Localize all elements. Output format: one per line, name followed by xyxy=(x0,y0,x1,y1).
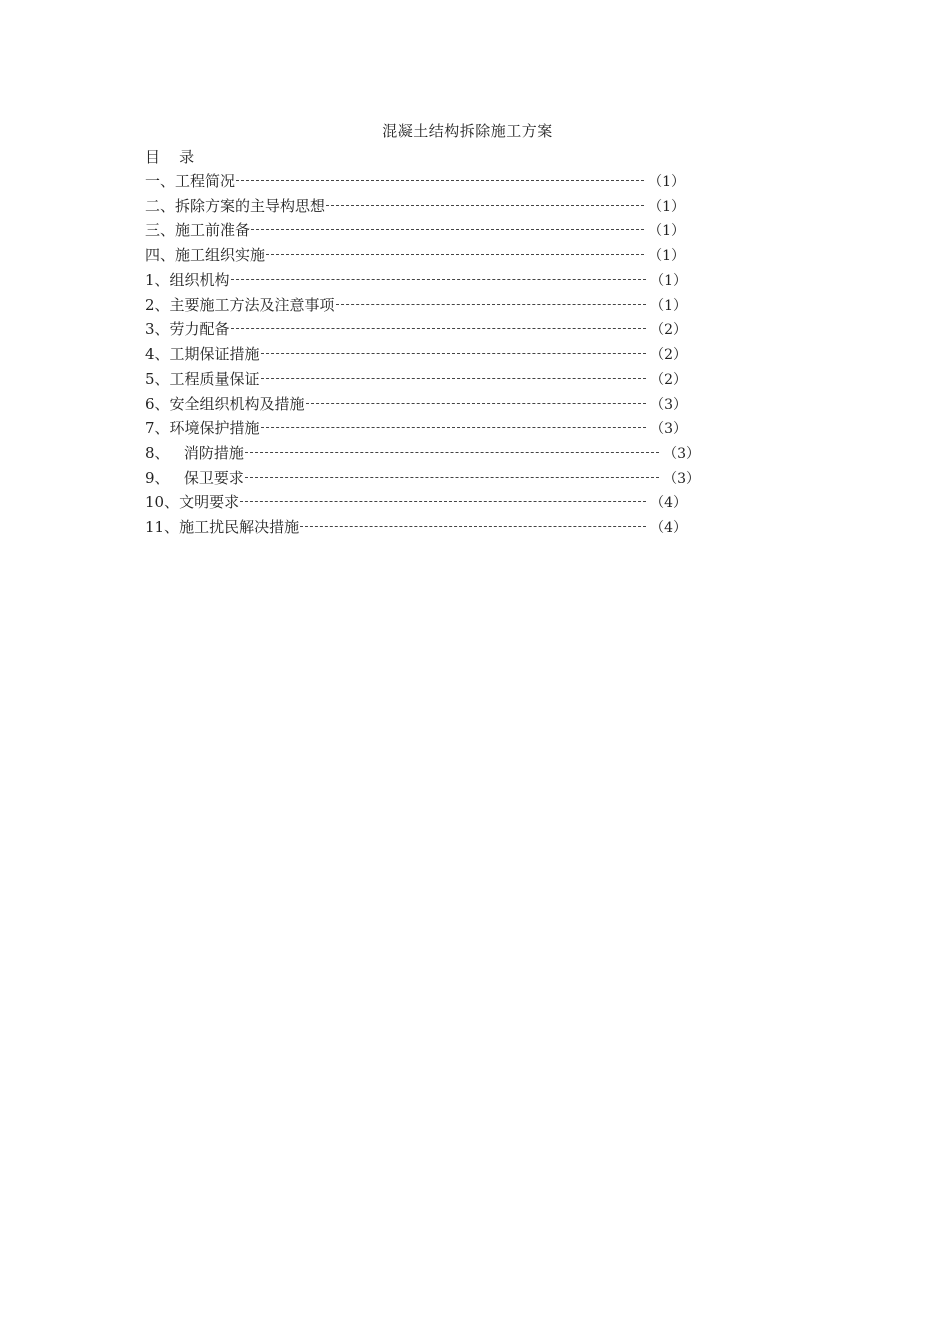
toc-entry-number: 5、 xyxy=(145,370,170,388)
toc-entry-number: 8、 xyxy=(145,444,170,462)
toc-entry-number: 二、 xyxy=(145,197,176,215)
toc-entry[interactable] xyxy=(145,467,700,489)
toc-entry-page: （2） xyxy=(650,322,687,338)
toc-entry-number: 11、 xyxy=(145,518,180,536)
toc-entry-label: 施工前准备 xyxy=(175,221,251,239)
toc-entry-label: 组织机构 xyxy=(169,271,230,289)
toc-entry[interactable] xyxy=(145,491,687,513)
toc-entry-label: 施工扰民解决措施 xyxy=(179,518,300,536)
toc-entry[interactable] xyxy=(145,393,687,415)
toc-entry-label: 文明要求 xyxy=(179,493,240,511)
toc-entry-page: （1） xyxy=(650,273,687,289)
toc-entry-number: 6、 xyxy=(145,395,170,413)
toc-entry-label: 消防措施 xyxy=(169,444,244,462)
toc-entry[interactable] xyxy=(145,368,687,390)
toc-entry[interactable] xyxy=(145,269,687,291)
toc-entry-page: （4） xyxy=(650,495,687,511)
toc-entry-number: 三、 xyxy=(145,221,176,239)
toc-entry[interactable] xyxy=(145,195,685,217)
toc-entry-label: 工期保证措施 xyxy=(169,345,260,363)
toc-entry-number: 1、 xyxy=(145,271,170,289)
toc-entry-page: （3） xyxy=(650,421,687,437)
document-title: 混凝土结构拆除施工方案 xyxy=(382,122,553,140)
toc-leader xyxy=(300,526,646,527)
toc-entry-page: （2） xyxy=(650,347,687,363)
toc-leader xyxy=(306,403,647,404)
toc-entry-number: 3、 xyxy=(145,320,170,338)
toc-leader xyxy=(231,279,647,280)
toc-entry-label: 拆除方案的主导构思想 xyxy=(175,197,326,215)
toc-entry-number: 4、 xyxy=(145,345,170,363)
toc-heading: 目 录 xyxy=(145,148,195,166)
toc-entry-page: （1） xyxy=(648,199,685,215)
toc-entry-page: （1） xyxy=(648,174,685,190)
toc-leader xyxy=(336,304,647,305)
toc-entry[interactable] xyxy=(145,219,685,241)
toc-entry[interactable] xyxy=(145,442,700,464)
toc-entry[interactable] xyxy=(145,516,687,538)
toc-entry-page: （3） xyxy=(663,471,700,487)
toc-leader xyxy=(326,205,644,206)
toc-leader xyxy=(261,427,647,428)
toc-entry-page: （3） xyxy=(650,397,687,413)
toc-entry-number: 10、 xyxy=(145,493,180,511)
toc-entry-page: （1） xyxy=(650,298,687,314)
toc-leader xyxy=(251,229,644,230)
toc-leader xyxy=(231,328,647,329)
toc-entry-label: 工程质量保证 xyxy=(169,370,260,388)
toc-entry-label: 主要施工方法及注意事项 xyxy=(169,296,335,314)
toc-entry-label: 保卫要求 xyxy=(169,469,244,487)
toc-leader xyxy=(240,501,646,502)
toc-entry-number: 9、 xyxy=(145,469,170,487)
toc-entry[interactable] xyxy=(145,318,687,340)
toc-entry-page: （1） xyxy=(648,223,685,239)
toc-leader xyxy=(245,477,659,478)
toc-entry-page: （2） xyxy=(650,372,687,388)
toc-entry-page: （1） xyxy=(648,248,685,264)
toc-entry[interactable] xyxy=(145,244,685,266)
toc-leader xyxy=(266,254,644,255)
toc-entry-number: 7、 xyxy=(145,419,170,437)
toc-entry-number: 2、 xyxy=(145,296,170,314)
toc-entry[interactable] xyxy=(145,343,687,365)
toc-entry-number: 一、 xyxy=(145,172,176,190)
toc-entry-page: （4） xyxy=(650,520,687,536)
toc-leader xyxy=(245,452,659,453)
toc-entry-label: 工程简况 xyxy=(175,172,236,190)
toc-entry-number: 四、 xyxy=(145,246,176,264)
toc-entry-label: 施工组织实施 xyxy=(175,246,266,264)
toc-leader xyxy=(261,378,647,379)
toc-entry-label: 劳力配备 xyxy=(169,320,230,338)
toc-entry[interactable] xyxy=(145,417,687,439)
toc-entry-page: （3） xyxy=(663,446,700,462)
toc-leader xyxy=(261,353,647,354)
toc-entry[interactable] xyxy=(145,170,685,192)
toc-leader xyxy=(236,180,644,181)
toc-entry[interactable] xyxy=(145,294,687,316)
toc-entry-label: 环境保护措施 xyxy=(169,419,260,437)
toc-entry-label: 安全组织机构及措施 xyxy=(169,395,305,413)
